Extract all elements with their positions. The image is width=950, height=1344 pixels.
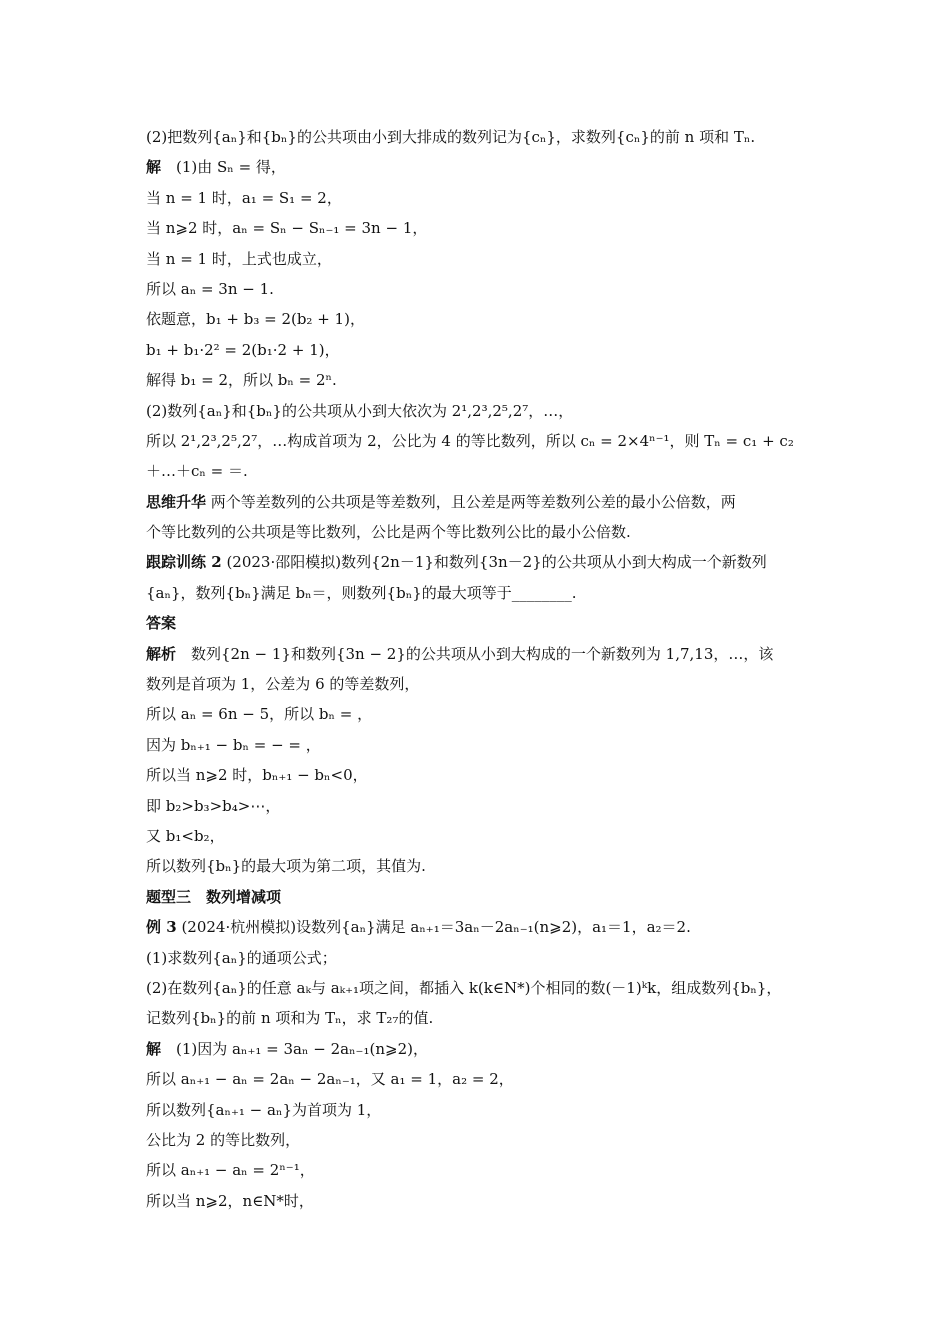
line-text: 所以 aₙ = 3n − 1. bbox=[146, 279, 274, 298]
text-line bbox=[146, 851, 810, 881]
text-line bbox=[146, 1034, 810, 1064]
text-line bbox=[146, 396, 810, 426]
line-text: 所以 aₙ₊₁ − aₙ = 2ⁿ⁻¹， bbox=[146, 1161, 315, 1180]
line-text: 当 n = 1 时，a₁ = S₁ = 2， bbox=[146, 188, 342, 207]
line-heading: 例 3 bbox=[146, 918, 177, 937]
text-line bbox=[146, 365, 810, 395]
text-line bbox=[146, 1125, 810, 1155]
text-line bbox=[146, 335, 810, 365]
text-line bbox=[146, 882, 810, 912]
line-heading: 跟踪训练 2 bbox=[146, 553, 222, 572]
line-text: {aₙ}，数列{bₙ}满足 bₙ＝，则数列{bₙ}的最大项等于________. bbox=[146, 583, 577, 602]
text-line bbox=[146, 639, 810, 669]
line-text: 解得 b₁ = 2，所以 bₙ = 2ⁿ. bbox=[146, 371, 337, 390]
line-heading: 题型三 数列增减项 bbox=[146, 887, 282, 906]
text-line bbox=[146, 517, 810, 547]
line-text: 所以 aₙ₊₁ − aₙ = 2aₙ − 2aₙ₋₁，又 a₁ = 1，a₂ = 2， bbox=[146, 1070, 514, 1089]
line-text: 当 n = 1 时，上式也成立， bbox=[146, 249, 332, 268]
text-line bbox=[146, 912, 810, 942]
line-text: 数列{2n − 1}和数列{3n − 2}的公共项从小到大构成的一个新数列为 1,7,13，…，该 bbox=[176, 644, 774, 663]
line-text: 公比为 2 的等比数列， bbox=[146, 1130, 301, 1149]
line-heading: 解 bbox=[146, 158, 162, 177]
text-line bbox=[146, 547, 810, 577]
line-text: (1)因为 aₙ₊₁ = 3aₙ − 2aₙ₋₁(n⩾2)， bbox=[161, 1039, 428, 1058]
line-text: 所以 aₙ = 6n − 5，所以 bₙ = ， bbox=[146, 705, 373, 724]
line-text: (2023·邵阳模拟)数列{2n－1}和数列{3n－2}的公共项从小到大构成一个新数列 bbox=[221, 553, 767, 572]
line-text: (2)把数列{aₙ}和{bₙ}的公共项由小到大排成的数列记为{cₙ}，求数列{cₙ}的前 n 项和 Tₙ. bbox=[146, 128, 756, 146]
line-text: (1)由 Sₙ = 得， bbox=[161, 158, 286, 177]
line-text: (1)求数列{aₙ}的通项公式； bbox=[146, 948, 337, 967]
text-line bbox=[146, 244, 810, 274]
line-text: 当 n⩾2 时，aₙ = Sₙ − Sₙ₋₁ = 3n − 1， bbox=[146, 219, 428, 238]
document-body bbox=[146, 122, 810, 1216]
text-line bbox=[146, 1064, 810, 1094]
text-line bbox=[146, 1186, 810, 1216]
line-text: 即 b₂>b₃>b₄>⋯， bbox=[146, 796, 281, 815]
text-line bbox=[146, 669, 810, 699]
text-line bbox=[146, 122, 810, 152]
line-heading: 解 bbox=[146, 1039, 162, 1058]
text-line bbox=[146, 760, 810, 790]
text-line bbox=[146, 730, 810, 760]
line-text: ＋…＋cₙ = ＝. bbox=[146, 462, 248, 481]
line-heading: 解析 bbox=[146, 644, 177, 663]
line-text: b₁ + b₁·2² = 2(b₁·2 + 1)， bbox=[146, 340, 340, 359]
text-line bbox=[146, 304, 810, 334]
text-line bbox=[146, 1003, 810, 1033]
line-text: 依题意，b₁ + b₃ = 2(b₂ + 1)， bbox=[146, 310, 365, 329]
text-line bbox=[146, 426, 810, 456]
text-line bbox=[146, 821, 810, 851]
text-line bbox=[146, 152, 810, 182]
line-text: 记数列{bₙ}的前 n 项和为 Tₙ，求 T₂₇的值. bbox=[146, 1009, 434, 1028]
line-text: 数列是首项为 1，公差为 6 的等差数列， bbox=[146, 675, 420, 694]
text-line bbox=[146, 213, 810, 243]
line-heading: 答案 bbox=[146, 614, 177, 633]
line-text: 又 b₁<b₂， bbox=[146, 826, 225, 845]
line-text: 所以 2¹,2³,2⁵,2⁷，…构成首项为 2，公比为 4 的等比数列，所以 cₙ = 2×4ⁿ⁻¹，则 Tₙ = c₁ + c₂ bbox=[146, 431, 794, 450]
text-line bbox=[146, 943, 810, 973]
line-text: 所以当 n⩾2，n∈N*时， bbox=[146, 1191, 314, 1210]
line-text: (2)在数列{aₙ}的任意 aₖ与 aₖ₊₁项之间，都插入 k(k∈N*)个相同的数(－1)ᵏk，组成数列{bₙ}， bbox=[146, 978, 782, 997]
text-line bbox=[146, 1095, 810, 1125]
text-line bbox=[146, 578, 810, 608]
line-text: 所以数列{aₙ₊₁ − aₙ}为首项为 1， bbox=[146, 1100, 382, 1119]
text-line bbox=[146, 183, 810, 213]
line-heading: 思维升华 bbox=[146, 492, 207, 511]
line-text: (2024·杭州模拟)设数列{aₙ}满足 aₙ₊₁＝3aₙ－2aₙ₋₁(n⩾2)，a₁＝1，a₂＝2. bbox=[176, 918, 691, 937]
text-line bbox=[146, 699, 810, 729]
text-line bbox=[146, 973, 810, 1003]
text-line bbox=[146, 791, 810, 821]
line-text: 个等比数列的公共项是等比数列，公比是两个等比数列公比的最小公倍数. bbox=[146, 523, 631, 542]
text-line bbox=[146, 487, 810, 517]
line-text: 所以数列{bₙ}的最大项为第二项，其值为. bbox=[146, 857, 426, 876]
line-text: 两个等差数列的公共项是等差数列，且公差是两等差数列公差的最小公倍数，两 bbox=[206, 492, 736, 511]
line-text: 因为 bₙ₊₁ − bₙ = − = ， bbox=[146, 735, 321, 754]
text-line bbox=[146, 1155, 810, 1185]
line-text: (2)数列{aₙ}和{bₙ}的公共项从小到大依次为 2¹,2³,2⁵,2⁷，…， bbox=[146, 401, 574, 420]
line-text: 所以当 n⩾2 时，bₙ₊₁ − bₙ<0， bbox=[146, 766, 368, 785]
text-line bbox=[146, 608, 810, 638]
text-line bbox=[146, 274, 810, 304]
text-line bbox=[146, 456, 810, 486]
